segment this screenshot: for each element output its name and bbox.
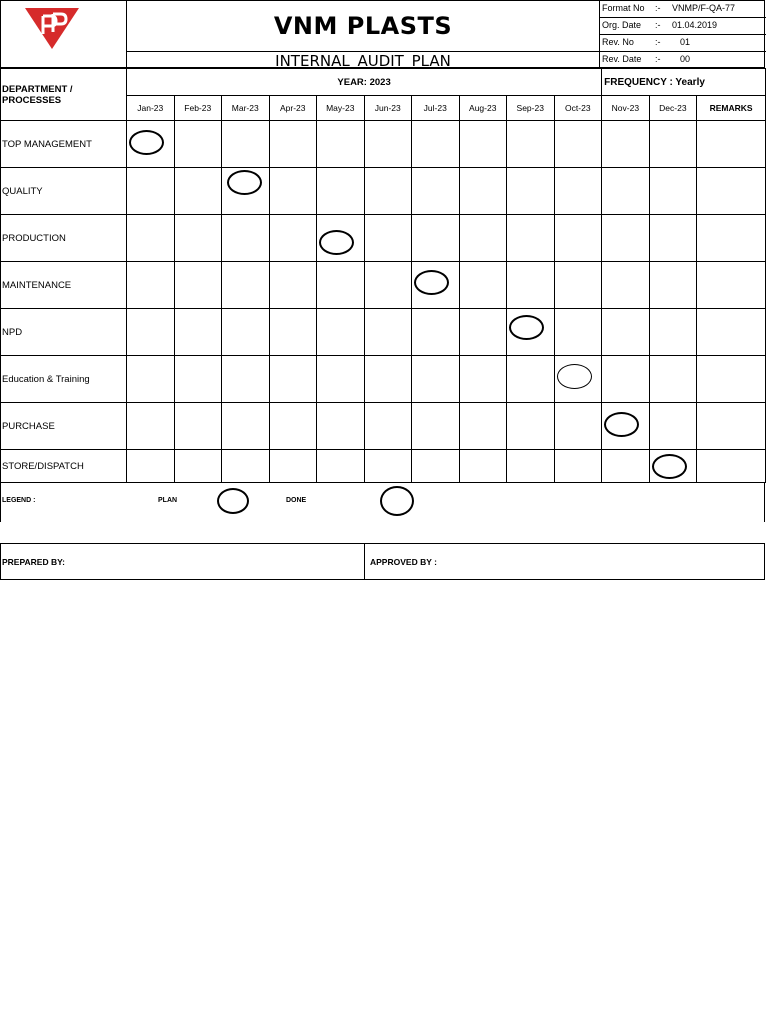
meta-separator: :- (655, 37, 661, 47)
schedule-cell (174, 262, 222, 309)
legend-done-label: DONE (286, 497, 307, 504)
year-row (1, 69, 766, 96)
plan-circle-icon (557, 364, 592, 389)
schedule-cell (174, 403, 222, 450)
remarks-cell (697, 309, 766, 356)
plan-circle-icon (129, 130, 164, 155)
plan-circle-icon (319, 230, 354, 255)
schedule-cell (602, 215, 650, 262)
table-row (1, 121, 766, 168)
meta-separator: :- (655, 3, 661, 13)
schedule-cell (459, 215, 507, 262)
meta-row-org-date (600, 18, 766, 35)
schedule-cell (222, 121, 270, 168)
schedule-cell (459, 309, 507, 356)
schedule-cell (317, 262, 365, 309)
meta-value: 00 (680, 54, 691, 64)
frequency-label: FREQUENCY : Yearly (602, 69, 766, 96)
remarks-cell (697, 121, 766, 168)
month-header-may-23: May-23 (317, 96, 365, 121)
department-name: STORE/DISPATCH (1, 450, 127, 483)
schedule-cell (364, 450, 412, 483)
table-row (1, 309, 766, 356)
meta-label: Rev. No (602, 37, 634, 47)
schedule-cell (507, 215, 555, 262)
remarks-cell (697, 450, 766, 483)
month-header-nov-23: Nov-23 (602, 96, 650, 121)
month-header-dec-23: Dec-23 (649, 96, 697, 121)
schedule-cell (554, 356, 602, 403)
schedule-cell (127, 262, 175, 309)
schedule-cell (459, 262, 507, 309)
legend-done-circle-icon (380, 486, 414, 516)
schedule-cell (317, 168, 365, 215)
schedule-cell (554, 215, 602, 262)
schedule-cell (222, 309, 270, 356)
schedule-cell (222, 450, 270, 483)
department-name: TOP MANAGEMENT (1, 121, 127, 168)
schedule-cell (459, 356, 507, 403)
remarks-cell (697, 168, 766, 215)
schedule-cell (174, 356, 222, 403)
schedule-cell (269, 121, 317, 168)
legend-plan-circle-icon (217, 488, 249, 514)
schedule-cell (649, 450, 697, 483)
table-row (1, 403, 766, 450)
schedule-cell (649, 403, 697, 450)
meta-row-rev-date (600, 52, 766, 69)
schedule-cell (269, 168, 317, 215)
schedule-cell (602, 450, 650, 483)
schedule-cell (317, 215, 365, 262)
remarks-cell (697, 262, 766, 309)
plan-circle-icon (509, 315, 544, 340)
schedule-cell (222, 356, 270, 403)
meta-separator: :- (655, 54, 661, 64)
schedule-cell (364, 403, 412, 450)
department-name: PRODUCTION (1, 215, 127, 262)
schedule-cell (507, 121, 555, 168)
signature-block (0, 543, 765, 580)
schedule-cell (269, 356, 317, 403)
meta-value: VNMP/F-QA-77 (672, 3, 736, 13)
meta-label: Rev. Date (602, 54, 642, 64)
plan-circle-icon (414, 270, 449, 295)
schedule-cell (459, 450, 507, 483)
schedule-cell (317, 309, 365, 356)
schedule-cell (507, 262, 555, 309)
schedule-cell (317, 403, 365, 450)
document-header (0, 0, 765, 68)
schedule-cell (649, 356, 697, 403)
schedule-cell (222, 262, 270, 309)
schedule-cell (507, 450, 555, 483)
schedule-cell (127, 121, 175, 168)
schedule-cell (127, 403, 175, 450)
department-name: PURCHASE (1, 403, 127, 450)
legend-plan-label: PLAN (158, 497, 178, 504)
schedule-cell (317, 450, 365, 483)
schedule-cell (364, 121, 412, 168)
schedule-cell (602, 356, 650, 403)
company-name: VNM PLASTS (127, 1, 599, 52)
schedule-cell (174, 309, 222, 356)
schedule-cell (649, 168, 697, 215)
department-name: QUALITY (1, 168, 127, 215)
schedule-cell (412, 403, 460, 450)
plan-circle-icon (652, 454, 687, 479)
schedule-cell (649, 262, 697, 309)
schedule-cell (364, 309, 412, 356)
remarks-cell (697, 403, 766, 450)
remarks-cell (697, 356, 766, 403)
month-header-apr-23: Apr-23 (269, 96, 317, 121)
remarks-header: REMARKS (697, 96, 766, 121)
month-header-aug-23: Aug-23 (459, 96, 507, 121)
schedule-cell (127, 450, 175, 483)
meta-value: 01 (680, 37, 691, 47)
table-row (1, 356, 766, 403)
format-info-block (599, 1, 766, 68)
schedule-cell (174, 215, 222, 262)
schedule-cell (174, 168, 222, 215)
logo-cell (1, 1, 127, 68)
schedule-cell (554, 450, 602, 483)
audit-plan-table (0, 68, 766, 483)
schedule-cell (412, 168, 460, 215)
schedule-cell (222, 168, 270, 215)
schedule-cell (364, 356, 412, 403)
month-header-mar-23: Mar-23 (222, 96, 270, 121)
schedule-cell (412, 450, 460, 483)
table-row (1, 450, 766, 483)
month-header-jun-23: Jun-23 (364, 96, 412, 121)
schedule-cell (269, 450, 317, 483)
schedule-cell (649, 121, 697, 168)
schedule-cell (459, 168, 507, 215)
schedule-cell (364, 215, 412, 262)
schedule-cell (602, 403, 650, 450)
schedule-cell (269, 215, 317, 262)
schedule-cell (412, 215, 460, 262)
schedule-cell (412, 309, 460, 356)
schedule-cell (554, 403, 602, 450)
schedule-cell (269, 309, 317, 356)
schedule-cell (507, 403, 555, 450)
plan-circle-icon (604, 412, 639, 437)
schedule-cell (602, 121, 650, 168)
department-name: NPD (1, 309, 127, 356)
remarks-cell (697, 215, 766, 262)
schedule-cell (127, 215, 175, 262)
meta-label: Org. Date (602, 20, 642, 30)
table-row (1, 262, 766, 309)
schedule-cell (602, 168, 650, 215)
legend-label: LEGEND : (2, 497, 36, 504)
schedule-cell (174, 450, 222, 483)
schedule-cell (507, 168, 555, 215)
schedule-cell (507, 356, 555, 403)
schedule-cell (222, 403, 270, 450)
plan-circle-icon (227, 170, 262, 195)
schedule-cell (649, 309, 697, 356)
month-header-jul-23: Jul-23 (412, 96, 460, 121)
schedule-cell (459, 121, 507, 168)
schedule-cell (554, 262, 602, 309)
schedule-cell (127, 168, 175, 215)
schedule-cell (127, 356, 175, 403)
schedule-cell (412, 356, 460, 403)
schedule-cell (317, 356, 365, 403)
schedule-cell (127, 309, 175, 356)
table-row (1, 215, 766, 262)
company-logo-icon (23, 6, 81, 50)
schedule-cell (269, 262, 317, 309)
month-header-jan-23: Jan-23 (127, 96, 175, 121)
prepared-by-field: PREPARED BY: (2, 556, 65, 567)
month-header-oct-23: Oct-23 (554, 96, 602, 121)
meta-label: Format No (602, 3, 645, 13)
footer-divider (364, 544, 365, 579)
meta-row-rev-no (600, 35, 766, 52)
schedule-cell (649, 215, 697, 262)
schedule-cell (222, 215, 270, 262)
schedule-cell (412, 121, 460, 168)
schedule-cell (174, 121, 222, 168)
schedule-cell (507, 309, 555, 356)
month-header-sep-23: Sep-23 (507, 96, 555, 121)
document-title: INTERNAL AUDIT PLAN (275, 51, 451, 70)
department-name: MAINTENANCE (1, 262, 127, 309)
month-header-feb-23: Feb-23 (174, 96, 222, 121)
legend (0, 482, 765, 522)
schedule-cell (412, 262, 460, 309)
department-header: DEPARTMENT / PROCESSES (1, 69, 127, 121)
meta-row-format-no (600, 1, 766, 18)
schedule-cell (602, 262, 650, 309)
table-row (1, 168, 766, 215)
meta-separator: :- (655, 20, 661, 30)
schedule-cell (364, 262, 412, 309)
schedule-cell (554, 309, 602, 356)
year-label: YEAR: 2023 (127, 69, 602, 96)
schedule-cell (269, 403, 317, 450)
schedule-cell (554, 121, 602, 168)
schedule-cell (602, 309, 650, 356)
schedule-cell (459, 403, 507, 450)
schedule-cell (364, 168, 412, 215)
approved-by-field: APPROVED BY : (370, 556, 437, 567)
meta-value: 01.04.2019 (672, 20, 718, 30)
department-name: Education & Training (1, 356, 127, 403)
schedule-cell (554, 168, 602, 215)
schedule-cell (317, 121, 365, 168)
